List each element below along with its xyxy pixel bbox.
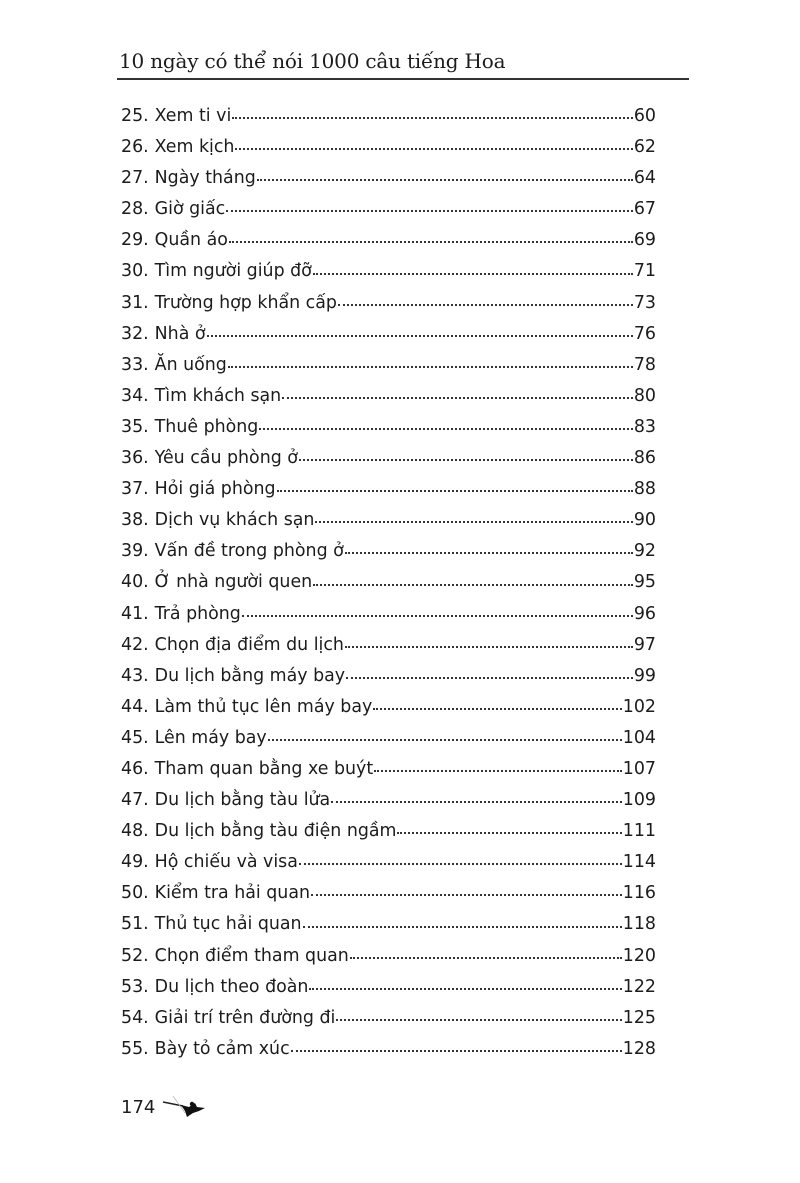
table-of-contents [121,101,656,1065]
toc-entry-number: 32. [121,323,149,344]
toc-entry-title[interactable]: Tìm người giúp đỡ [154,261,312,282]
dot-leader [350,957,622,959]
dot-leader [315,521,632,523]
dot-leader [207,335,633,337]
toc-entry-page[interactable]: 114 [622,852,656,873]
toc-entry[interactable] [121,381,656,412]
dot-leader [311,894,622,896]
toc-entry[interactable] [121,754,656,785]
toc-entry-page[interactable]: 90 [633,510,656,531]
page-footer [121,1093,211,1121]
toc-entry-title[interactable]: Thủ tục hải quan [154,914,302,935]
toc-entry-page[interactable]: 102 [622,696,656,717]
toc-entry-page[interactable]: 96 [633,603,656,624]
toc-entry-title[interactable]: Vấn đề trong phòng ở [154,541,344,562]
toc-entry-page[interactable]: 118 [622,914,656,935]
toc-entry-title[interactable]: Xem kịch [154,137,235,158]
toc-entry-number: 42. [121,634,149,655]
toc-entry[interactable] [121,630,656,661]
toc-entry[interactable] [121,1034,656,1065]
toc-entry[interactable] [121,816,656,847]
toc-entry-number: 53. [121,976,149,997]
toc-entry[interactable] [121,567,656,598]
toc-entry-page[interactable]: 122 [622,976,656,997]
toc-entry-number: 27. [121,168,149,189]
toc-entry[interactable] [121,723,656,754]
toc-entry-number: 46. [121,758,149,779]
toc-entry-number: 33. [121,354,149,375]
toc-entry-title[interactable]: Thuê phòng [154,416,259,437]
toc-entry-page[interactable]: 97 [633,634,656,655]
toc-entry-title[interactable]: Hỏi giá phòng [154,479,276,500]
toc-entry-page[interactable]: 116 [622,883,656,904]
dot-leader [257,179,633,181]
toc-entry-page[interactable]: 88 [633,479,656,500]
toc-entry-number: 28. [121,199,149,220]
toc-entry-page[interactable]: 76 [633,323,656,344]
toc-entry-title[interactable]: Tham quan bằng xe buýt [154,758,374,779]
toc-entry[interactable] [121,443,656,474]
toc-entry-title[interactable]: Yêu cầu phòng ở [154,448,298,469]
toc-entry[interactable] [121,878,656,909]
toc-entry-title[interactable]: Nhà ở [154,323,206,344]
dot-leader [232,117,633,119]
dot-leader [282,397,633,399]
toc-entry-number: 38. [121,510,149,531]
header-divider [117,78,689,80]
toc-entry-page[interactable]: 95 [633,572,656,593]
toc-entry-title[interactable]: Du lịch bằng tàu lửa [154,790,331,811]
toc-entry-page[interactable]: 71 [633,261,656,282]
toc-entry[interactable] [121,319,656,350]
dot-leader [309,988,621,990]
toc-entry-title[interactable]: Bày tỏ cảm xúc [154,1038,290,1059]
dot-leader [313,273,633,275]
toc-entry-title[interactable]: Du lịch bằng tàu điện ngầm [154,821,397,842]
dot-leader [374,770,622,772]
toc-entry-title[interactable]: Làm thủ tục lên máy bay [154,696,373,717]
toc-entry-title[interactable]: Hộ chiếu và visa [154,852,298,873]
dot-leader [291,1050,622,1052]
toc-entry[interactable] [121,972,656,1003]
toc-entry-page[interactable]: 67 [633,199,656,220]
toc-entry[interactable] [121,847,656,878]
toc-entry-number: 30. [121,261,149,282]
toc-entry-number: 54. [121,1007,149,1028]
toc-entry-title[interactable]: Trả phòng [154,603,241,624]
toc-entry-number: 47. [121,790,149,811]
toc-entry-number: 29. [121,230,149,251]
toc-entry-title[interactable]: Du lịch theo đoàn [154,976,309,997]
toc-entry-number: 55. [121,1038,149,1059]
toc-entry-title[interactable]: Ở nhà người quen [154,572,313,593]
toc-entry[interactable] [121,194,656,225]
dot-leader [346,677,633,679]
toc-entry-number: 49. [121,852,149,873]
toc-entry-page[interactable]: 128 [622,1038,656,1059]
toc-entry-page[interactable]: 73 [633,292,656,313]
toc-entry-number: 45. [121,727,149,748]
toc-entry-number: 48. [121,821,149,842]
toc-entry-number: 50. [121,883,149,904]
toc-entry[interactable] [121,661,656,692]
toc-entry-number: 36. [121,448,149,469]
dot-leader [229,241,633,243]
toc-entry-number: 41. [121,603,149,624]
toc-entry[interactable] [121,163,656,194]
dot-leader [299,863,622,865]
dot-leader [226,210,633,212]
toc-entry-number: 39. [121,541,149,562]
toc-entry-title[interactable]: Quần áo [154,230,228,251]
toc-entry-page[interactable]: 125 [622,1007,656,1028]
toc-entry[interactable] [121,225,656,256]
toc-entry-title[interactable]: Chọn địa điểm du lịch [154,634,344,655]
page-number: 174 [121,1096,156,1118]
dot-leader [277,490,633,492]
toc-entry-number: 25. [121,106,149,126]
toc-entry[interactable] [121,412,656,443]
toc-entry-number: 26. [121,137,149,158]
dot-leader [242,615,633,617]
book-title: 10 ngày có thể nói 1000 câu tiếng Hoa [119,49,506,73]
toc-entry-page[interactable]: 60 [633,106,656,126]
toc-entry-page[interactable]: 111 [622,821,656,842]
toc-entry[interactable] [121,505,656,536]
toc-entry-number: 34. [121,385,149,406]
toc-entry[interactable] [121,536,656,567]
dot-leader [397,832,621,834]
toc-entry[interactable] [121,350,656,381]
toc-entry-page[interactable]: 62 [633,137,656,158]
toc-entry[interactable] [121,101,656,132]
toc-entry[interactable] [121,1003,656,1034]
toc-entry-page[interactable]: 80 [633,385,656,406]
toc-entry[interactable] [121,474,656,505]
toc-entry[interactable] [121,256,656,287]
dot-leader [345,552,633,554]
dot-leader [336,1019,621,1021]
toc-entry-title[interactable]: Xem ti vi [154,106,232,126]
toc-entry[interactable] [121,599,656,630]
toc-entry-title[interactable]: Dịch vụ khách sạn [154,510,315,531]
toc-entry[interactable] [121,941,656,972]
flying-figure-ornament-icon [159,1093,211,1121]
toc-entry-number: 37. [121,479,149,500]
toc-entry-title[interactable]: Du lịch bằng máy bay [154,665,346,686]
toc-entry-page[interactable]: 109 [622,790,656,811]
dot-leader [299,459,633,461]
toc-entry-number: 52. [121,945,149,966]
dot-leader [345,646,633,648]
toc-entry-title[interactable]: Giải trí trên đường đi [154,1007,336,1028]
dot-leader [235,148,632,150]
toc-entry-page[interactable]: 86 [633,448,656,469]
dot-leader [268,739,622,741]
toc-entry-page[interactable]: 104 [622,727,656,748]
toc-entry-page[interactable]: 92 [633,541,656,562]
running-header [117,44,689,80]
toc-entry-title[interactable]: Kiểm tra hải quan [154,883,311,904]
toc-entry[interactable] [121,132,656,163]
dot-leader [259,428,633,430]
toc-entry-number: 35. [121,416,149,437]
toc-entry[interactable] [121,288,656,319]
toc-entry-title[interactable]: Ngày tháng [154,168,256,189]
toc-entry-page[interactable]: 99 [633,665,656,686]
toc-entry-title[interactable]: Chọn điểm tham quan [154,945,349,966]
toc-entry-number: 31. [121,292,149,313]
toc-entry-number: 51. [121,914,149,935]
toc-entry-number: 40. [121,572,149,593]
toc-entry-title[interactable]: Lên máy bay [154,727,267,748]
toc-entry[interactable] [121,692,656,723]
toc-entry-number: 43. [121,665,149,686]
toc-entry-page[interactable]: 107 [622,758,656,779]
toc-entry-page[interactable]: 78 [633,354,656,375]
dot-leader [331,801,622,803]
toc-entry-page[interactable]: 83 [633,416,656,437]
toc-entry-title[interactable]: Trường hợp khẩn cấp [154,292,337,313]
dot-leader [303,926,622,928]
dot-leader [373,708,622,710]
toc-entry-number: 44. [121,696,149,717]
dot-leader [338,304,633,306]
toc-entry-title[interactable]: Tìm khách sạn [154,385,282,406]
toc-entry-page[interactable]: 64 [633,168,656,189]
toc-entry[interactable] [121,909,656,940]
dot-leader [313,584,633,586]
toc-entry-page[interactable]: 120 [622,945,656,966]
toc-entry-title[interactable]: Ăn uống [154,354,227,375]
toc-entry-page[interactable]: 69 [633,230,656,251]
toc-entry-title[interactable]: Giờ giấc [154,199,226,220]
dot-leader [228,366,633,368]
toc-entry[interactable] [121,785,656,816]
